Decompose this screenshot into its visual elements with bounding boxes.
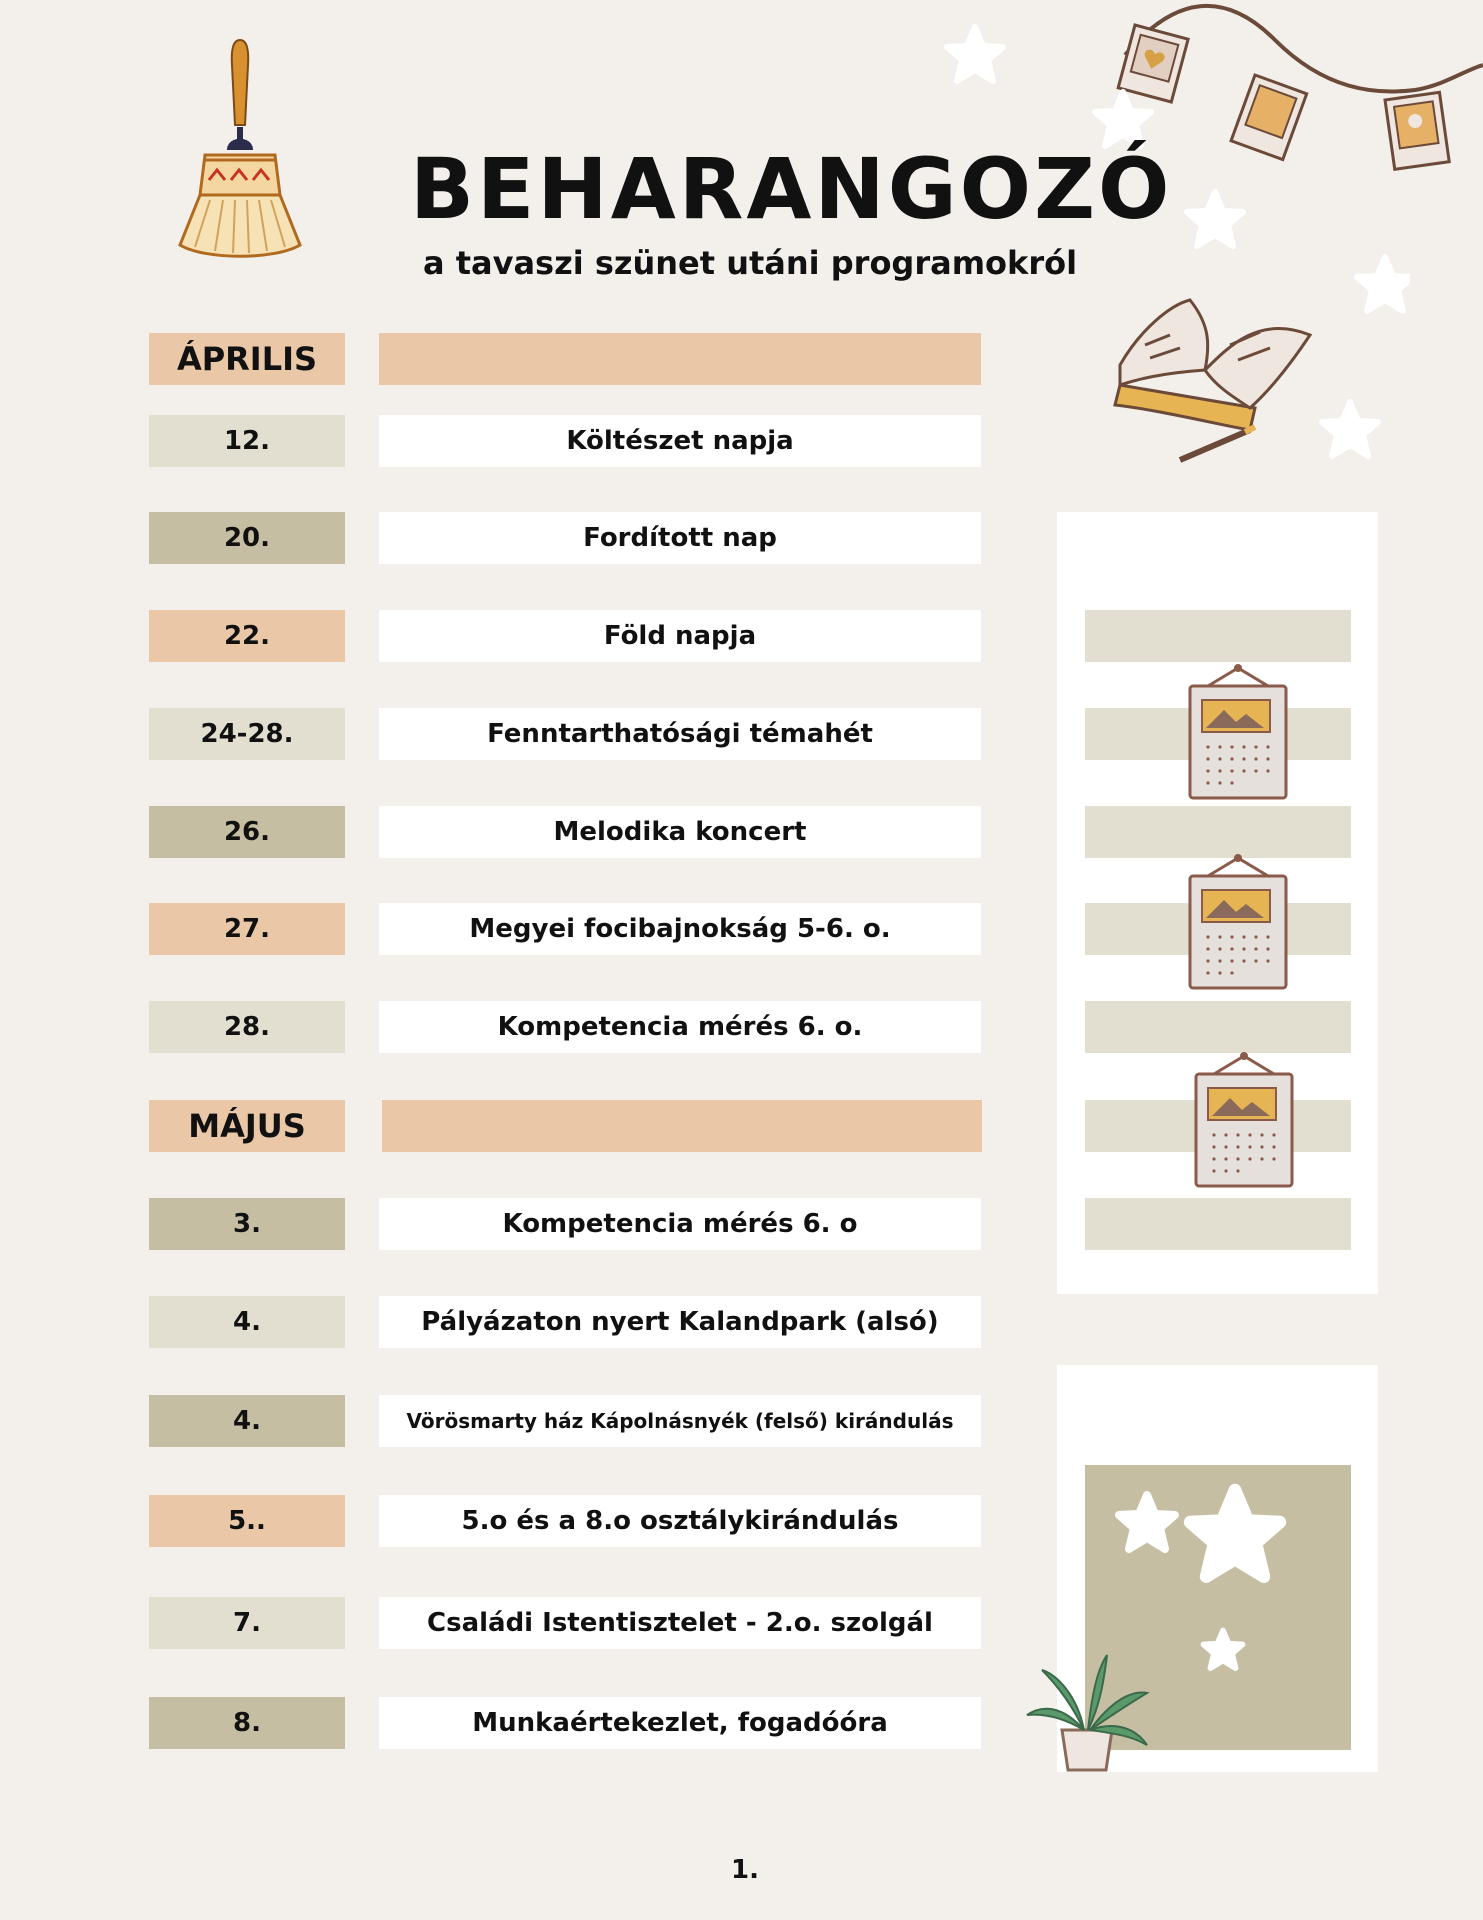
event-title: Vörösmarty ház Kápolnásnyék (felső) kirándulás — [379, 1395, 981, 1447]
calendar-icon — [1186, 662, 1290, 802]
panel-stripe — [1085, 806, 1351, 858]
event-title: Pályázaton nyert Kalandpark (alsó) — [379, 1296, 981, 1348]
month-bar-may — [382, 1100, 982, 1152]
event-title: Fordított nap — [379, 512, 981, 564]
event-title: Családi Istentisztelet - 2.o. szolgál — [379, 1597, 981, 1649]
event-title: Megyei focibajnokság 5-6. o. — [379, 903, 981, 955]
plant-icon — [1022, 1635, 1152, 1775]
event-date: 7. — [149, 1597, 345, 1649]
event-date: 4. — [149, 1296, 345, 1348]
event-title: Kompetencia mérés 6. o. — [379, 1001, 981, 1053]
event-date: 8. — [149, 1697, 345, 1749]
calendar-icon — [1192, 1050, 1296, 1190]
panel-stripe — [1085, 1198, 1351, 1250]
event-date: 22. — [149, 610, 345, 662]
event-date: 24-28. — [149, 708, 345, 760]
event-title: 5.o és a 8.o osztálykirándulás — [379, 1495, 981, 1547]
event-date: 28. — [149, 1001, 345, 1053]
book-icon — [1100, 290, 1320, 470]
page-number: 1. — [731, 1855, 759, 1885]
page-title: BEHARANGOZÓ — [410, 140, 1173, 238]
event-title: Melodika koncert — [379, 806, 981, 858]
event-date: 20. — [149, 512, 345, 564]
event-date: 27. — [149, 903, 345, 955]
month-label-may: MÁJUS — [149, 1100, 345, 1152]
event-title: Föld napja — [379, 610, 981, 662]
calendar-icon — [1186, 852, 1290, 992]
event-date: 12. — [149, 415, 345, 467]
bell-icon — [165, 35, 315, 275]
month-label-april: ÁPRILIS — [149, 333, 345, 385]
event-title: Munkaértekezlet, fogadóóra — [379, 1697, 981, 1749]
event-title: Költészet napja — [379, 415, 981, 467]
event-title: Kompetencia mérés 6. o — [379, 1198, 981, 1250]
panel-stripe — [1085, 1001, 1351, 1053]
event-date: 26. — [149, 806, 345, 858]
month-bar-april — [379, 333, 981, 385]
event-title: Fenntarthatósági témahét — [379, 708, 981, 760]
page-subtitle: a tavaszi szünet utáni programokról — [422, 244, 1078, 282]
panel-stripe — [1085, 610, 1351, 662]
event-date: 5.. — [149, 1495, 345, 1547]
event-date: 3. — [149, 1198, 345, 1250]
event-date: 4. — [149, 1395, 345, 1447]
